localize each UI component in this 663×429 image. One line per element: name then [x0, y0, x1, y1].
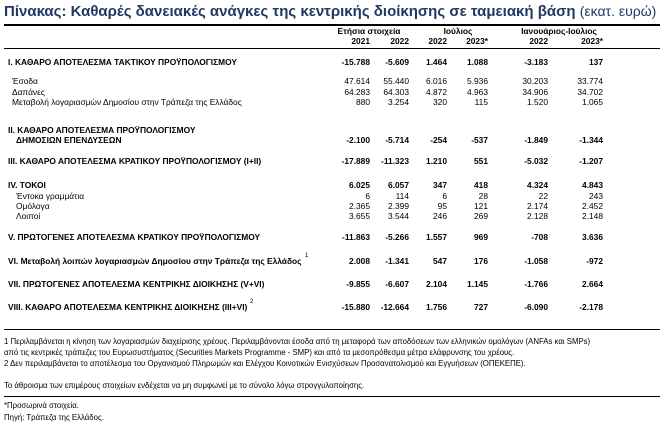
table-cell: -1.849: [524, 135, 548, 145]
table-cell: 727: [474, 302, 488, 312]
table-cell: 137: [589, 57, 603, 67]
table-cell: 33.774: [577, 76, 603, 86]
table-cell: -2.178: [579, 302, 603, 312]
table-cell: 34.702: [577, 87, 603, 97]
row-label: V. ΠΡΩΤΟΓΕΝΕΣ ΑΠΟΤΕΛΕΣΜΑ ΚΡΑΤΙΚΟΥ ΠΡΟΫΠΟΛΟΓΙΣΜΟΥ: [8, 232, 261, 242]
table-cell: 4.963: [467, 87, 488, 97]
table-cell: 246: [433, 211, 447, 221]
table-cell: -1.207: [579, 156, 603, 166]
table-cell: 115: [474, 97, 488, 107]
table-cell: 347: [433, 180, 447, 190]
table-cell: 34.906: [522, 87, 548, 97]
footnote-2: 2 Δεν περιλαμβάνεται το αποτέλεσμα του Οργανισμού Πληρωμών και Ελέγχου Κοινοτικών Ενισχύσεων Προσανατολισμού και Εγγυήσεων (ΟΠΕΚΕΠΕ).: [4, 359, 526, 368]
table-cell: 2.104: [426, 279, 447, 289]
table-cell: 5.936: [467, 76, 488, 86]
table-cell: 1.145: [467, 279, 488, 289]
table-cell: 1.464: [426, 57, 447, 67]
table-cell: -1.344: [579, 135, 603, 145]
table-cell: 6: [442, 191, 447, 201]
table-cell: 1.210: [426, 156, 447, 166]
table-cell: 2.174: [527, 201, 548, 211]
table-cell: -1.058: [524, 256, 548, 266]
row-label: Μεταβολή λογαριασμών Δημοσίου στην Τράπεζα της Ελλάδος: [12, 97, 242, 107]
header-year-5: 2023*: [581, 36, 603, 46]
row-label: III. ΚΑΘΑΡΟ ΑΠΟΤΕΛΕΣΜΑ ΚΡΑΤΙΚΟΥ ΠΡΟΫΠΟΛΟΓΙΣΜΟΥ (I+II): [8, 156, 262, 166]
table-cell: -1.341: [385, 256, 409, 266]
header-year-4: 2022: [529, 36, 548, 46]
table-cell: 3.636: [582, 232, 603, 242]
row-label: Έσοδα: [12, 76, 38, 86]
table-cell: 64.283: [344, 87, 370, 97]
row-label: IV. ΤΟΚΟΙ: [8, 180, 46, 190]
table-cell: 47.614: [344, 76, 370, 86]
table-cell: 269: [474, 211, 488, 221]
table-cell: 969: [474, 232, 488, 242]
footnote-1a: 1 Περιλαμβάνεται η κίνηση των λογαριασμών διαχείρισης χρέους. Περιλαμβάνονται έσοδα από τη μεταφορά των αποδόσεων των ελληνικών ομολόγων (ANFAs και SMPs): [4, 337, 591, 346]
table-cell: -11.323: [381, 156, 409, 166]
row-label: Δαπάνες: [12, 87, 45, 97]
table-cell: 28: [478, 191, 488, 201]
table-cell: -6.090: [524, 302, 548, 312]
table-cell: -12.664: [380, 302, 409, 312]
table-cell: -5.266: [385, 232, 409, 242]
table-cell: 55.440: [383, 76, 409, 86]
header-group-annual: Ετήσια στοιχεία: [337, 26, 401, 36]
table-cell: 1.557: [426, 232, 447, 242]
rounding-note: Το άθροισμα των επιμέρους στοιχείων ενδέχεται να μη συμφωνεί με το σύνολο λόγω στρογγυλοποίησης.: [4, 381, 365, 390]
header-year-3: 2023*: [466, 36, 488, 46]
header-group-jan-july: Ιανουάριος-Ιούλιος: [521, 26, 597, 36]
table-cell: 4.843: [582, 180, 603, 190]
table-cell: -2.100: [346, 135, 370, 145]
table-cell: -708: [531, 232, 548, 242]
table-cell: 4.324: [527, 180, 548, 190]
row-label: Ομόλογα: [16, 201, 50, 211]
table-cell: 547: [433, 256, 447, 266]
table-cell: -9.855: [346, 279, 370, 289]
table-cell: 1.756: [426, 302, 447, 312]
footnote-marker: 1: [305, 253, 309, 259]
table-cell: -17.889: [341, 156, 370, 166]
table-cell: 551: [474, 156, 488, 166]
table-cell: 6.016: [426, 76, 447, 86]
notes-rule: [4, 396, 660, 397]
row-label: II. ΚΑΘΑΡΟ ΑΠΟΤΕΛΕΣΜΑ ΠΡΟΫΠΟΛΟΓΙΣΜΟΥ: [8, 125, 196, 135]
table-cell: 114: [395, 191, 409, 201]
table-cell: -5.609: [385, 57, 409, 67]
table-cell: 1.520: [527, 97, 548, 107]
table-cell: -537: [471, 135, 488, 145]
row-label: VII. ΠΡΩΤΟΓΕΝΕΣ ΑΠΟΤΕΛΕΣΜΑ ΚΕΝΤΡΙΚΗΣ ΔΙΟΙΚΗΣΗΣ (V+VI): [8, 279, 265, 289]
table-cell: 243: [589, 191, 603, 201]
provisional-note: *Προσωρινά στοιχεία.: [4, 401, 79, 410]
table-cell: 4.872: [426, 87, 447, 97]
row-label: I. ΚΑΘΑΡΟ ΑΠΟΤΕΛΕΣΜΑ ΤΑΚΤΙΚΟΥ ΠΡΟΫΠΟΛΟΓΙΣΜΟΥ: [8, 57, 237, 67]
row-label: VI. Μεταβολή λοιπών λογαριασμών Δημοσίου στην Τράπεζα της Ελλάδος: [8, 256, 302, 266]
header-year-0: 2021: [351, 36, 370, 46]
table-cell: 880: [356, 97, 370, 107]
table-cell: 418: [474, 180, 488, 190]
table-cell: 1.088: [467, 57, 488, 67]
table-cell: 6: [365, 191, 370, 201]
table-cell: 30.203: [522, 76, 548, 86]
table-cell: 64.303: [383, 87, 409, 97]
table-cell: 2.128: [527, 211, 548, 221]
table-cell: -972: [586, 256, 603, 266]
table-cell: 2.365: [349, 201, 370, 211]
table-cell: 95: [437, 201, 447, 211]
table-cell: 3.655: [349, 211, 370, 221]
header-group-july: Ιούλιος: [443, 26, 473, 36]
header-year-1: 2022: [390, 36, 409, 46]
table-cell: 176: [474, 256, 488, 266]
table-cell: 2.664: [582, 279, 603, 289]
table-cell: 320: [433, 97, 447, 107]
table-cell: 22: [538, 191, 548, 201]
table-cell: 2.148: [582, 211, 603, 221]
table-cell: 3.254: [388, 97, 409, 107]
row-label: Έντοκα γραμμάτια: [16, 191, 85, 201]
table-cell: 2.452: [582, 201, 603, 211]
unit-label: (εκατ. ευρώ): [579, 3, 657, 19]
table-cell: 2.008: [349, 256, 370, 266]
table-cell: -1.766: [524, 279, 548, 289]
page-title: [4, 3, 660, 23]
header-year-2: 2022: [428, 36, 447, 46]
table-cell: -15.788: [341, 57, 370, 67]
row-label: Λοιποί: [16, 211, 41, 221]
row-label-cont: ΔΗΜΟΣΙΩΝ ΕΠΕΝΔΥΣΕΩΝ: [16, 135, 122, 145]
table-cell: -5.714: [385, 135, 409, 145]
row-label: VIII. ΚΑΘΑΡΟ ΑΠΟΤΕΛΕΣΜΑ ΚΕΝΤΡΙΚΗΣ ΔΙΟΙΚΗΣΗΣ (III+VI): [8, 302, 248, 312]
table-cell: -15.880: [341, 302, 370, 312]
table-cell: 121: [474, 201, 488, 211]
table-cell: -6.607: [385, 279, 409, 289]
table-cell: -11.863: [342, 232, 370, 242]
table-cell: -254: [430, 135, 447, 145]
table-cell: -5.032: [524, 156, 548, 166]
table-bottom-rule: [4, 329, 660, 330]
table-cell: 1.065: [582, 97, 603, 107]
table-cell: 3.544: [388, 211, 409, 221]
table-cell: 2.399: [388, 201, 409, 211]
title-text: Πίνακας: Καθαρές δανειακές ανάγκες της κεντρικής διοίκησης σε ταμειακή βάση: [4, 3, 576, 20]
footnote-marker: 2: [250, 299, 254, 305]
table-cell: -3.183: [524, 57, 548, 67]
table-cell: 6.025: [349, 180, 370, 190]
source-note: Πηγή: Τράπεζα της Ελλάδος.: [4, 413, 104, 422]
header-rule: [4, 48, 660, 49]
table-cell: 6.057: [388, 180, 409, 190]
footnote-1b: από τις κεντρικές τράπεζες του Ευρωσυστήματος (Securities Markets Programme - SMP) και από τα μεσοπρόθεσμα μέτρα ελάφρυνσης του χρέους.: [4, 348, 515, 357]
